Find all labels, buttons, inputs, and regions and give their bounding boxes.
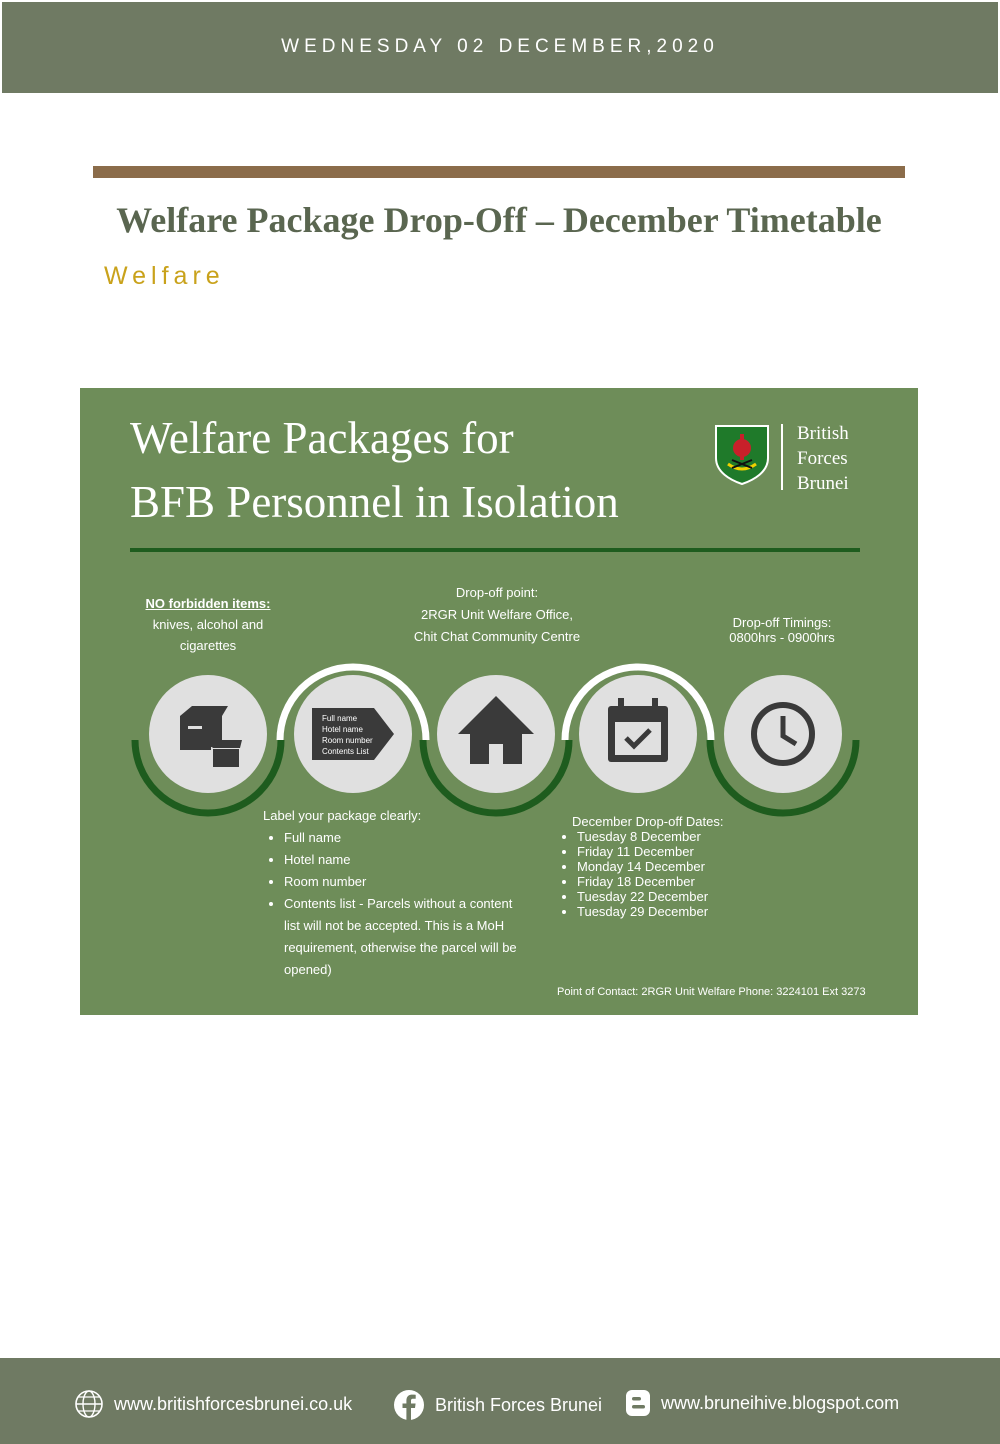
step-boxes [149, 675, 267, 793]
step-location [437, 675, 555, 793]
list-item: • Contents list - Parcels without a content list will not be accepted. This is a MoH requirement, otherwise the parcel will be opened) [284, 893, 524, 981]
footer-facebook-link[interactable] [393, 1389, 602, 1421]
list-item: • Tuesday 8 December [577, 829, 724, 844]
tag-line-4: Contents List [322, 747, 369, 756]
list-item: • Full name [284, 827, 524, 849]
footer-website-text: www.britishforcesbrunei.co.uk [114, 1393, 353, 1414]
footer-facebook-text: British Forces Brunei [435, 1394, 603, 1415]
label-instructions-heading: Label your package clearly: [263, 808, 422, 823]
tag-line-1: Full name [322, 714, 358, 723]
step-timings [724, 675, 842, 793]
footer-blog-link[interactable] [625, 1389, 899, 1417]
facebook-icon [393, 1389, 425, 1421]
list-item: • Friday 18 December [577, 874, 724, 889]
footer-blog-text: www.bruneihive.blogspot.com [661, 1392, 900, 1413]
category-link[interactable]: Welfare [104, 262, 225, 290]
brand-divider [781, 424, 783, 490]
brand-line-2: Forces [797, 448, 848, 469]
dropoff-point-heading: Drop-off point: [455, 585, 539, 600]
step-dates [579, 675, 697, 793]
forbidden-text-1: knives, alcohol and [152, 617, 264, 632]
footer-website-link[interactable] [74, 1389, 352, 1419]
process-steps [80, 628, 918, 828]
header-bar [2, 2, 998, 93]
list-item: • Friday 11 December [577, 844, 724, 859]
poster-title-line-1: Welfare Packages for [130, 413, 514, 463]
list-item: • Tuesday 22 December [577, 889, 724, 904]
brand-line-3: Brunei [797, 473, 849, 494]
point-of-contact: Point of Contact: 2RGR Unit Welfare Phone: 3224101 Ext 3273 [557, 986, 866, 998]
title-accent-rule [93, 166, 905, 178]
forbidden-text-2: cigarettes [179, 638, 237, 653]
forbidden-heading: NO forbidden items: [145, 596, 271, 611]
step-label [294, 675, 412, 793]
crest-icon [714, 424, 770, 486]
tag-line-3: Room number [322, 736, 373, 745]
welfare-poster-image [80, 388, 918, 1015]
timings-hours: 0800hrs - 0900hrs [729, 630, 835, 645]
article-title: Welfare Package Drop-Off – December Timetable [116, 200, 882, 240]
calendar-check-icon [608, 698, 668, 762]
dropoff-point-line-3: Chit Chat Community Centre [413, 629, 581, 644]
dropoff-dates [565, 814, 724, 919]
dropoff-point-line-2: 2RGR Unit Welfare Office, [421, 607, 573, 622]
tag-line-2: Hotel name [322, 725, 363, 734]
list-item: • Monday 14 December [577, 859, 724, 874]
poster-title [130, 406, 619, 534]
label-instructions [263, 805, 524, 981]
globe-icon [74, 1389, 104, 1419]
dates-heading: December Drop-off Dates: [572, 814, 724, 829]
list-item: • Tuesday 29 December [577, 904, 724, 919]
blogger-icon [625, 1389, 651, 1417]
poster-title-line-2: BFB Personnel in Isolation [130, 477, 619, 527]
footer-bar [0, 1358, 1000, 1444]
list-item: • Room number [284, 871, 524, 893]
brand-name [797, 421, 849, 496]
list-item: • Hotel name [284, 849, 524, 871]
header-date: WEDNESDAY 02 DECEMBER,2020 [281, 36, 719, 57]
timings-heading: Drop-off Timings: [732, 615, 832, 630]
poster-divider [130, 548, 860, 552]
brand-line-1: British [797, 423, 849, 444]
